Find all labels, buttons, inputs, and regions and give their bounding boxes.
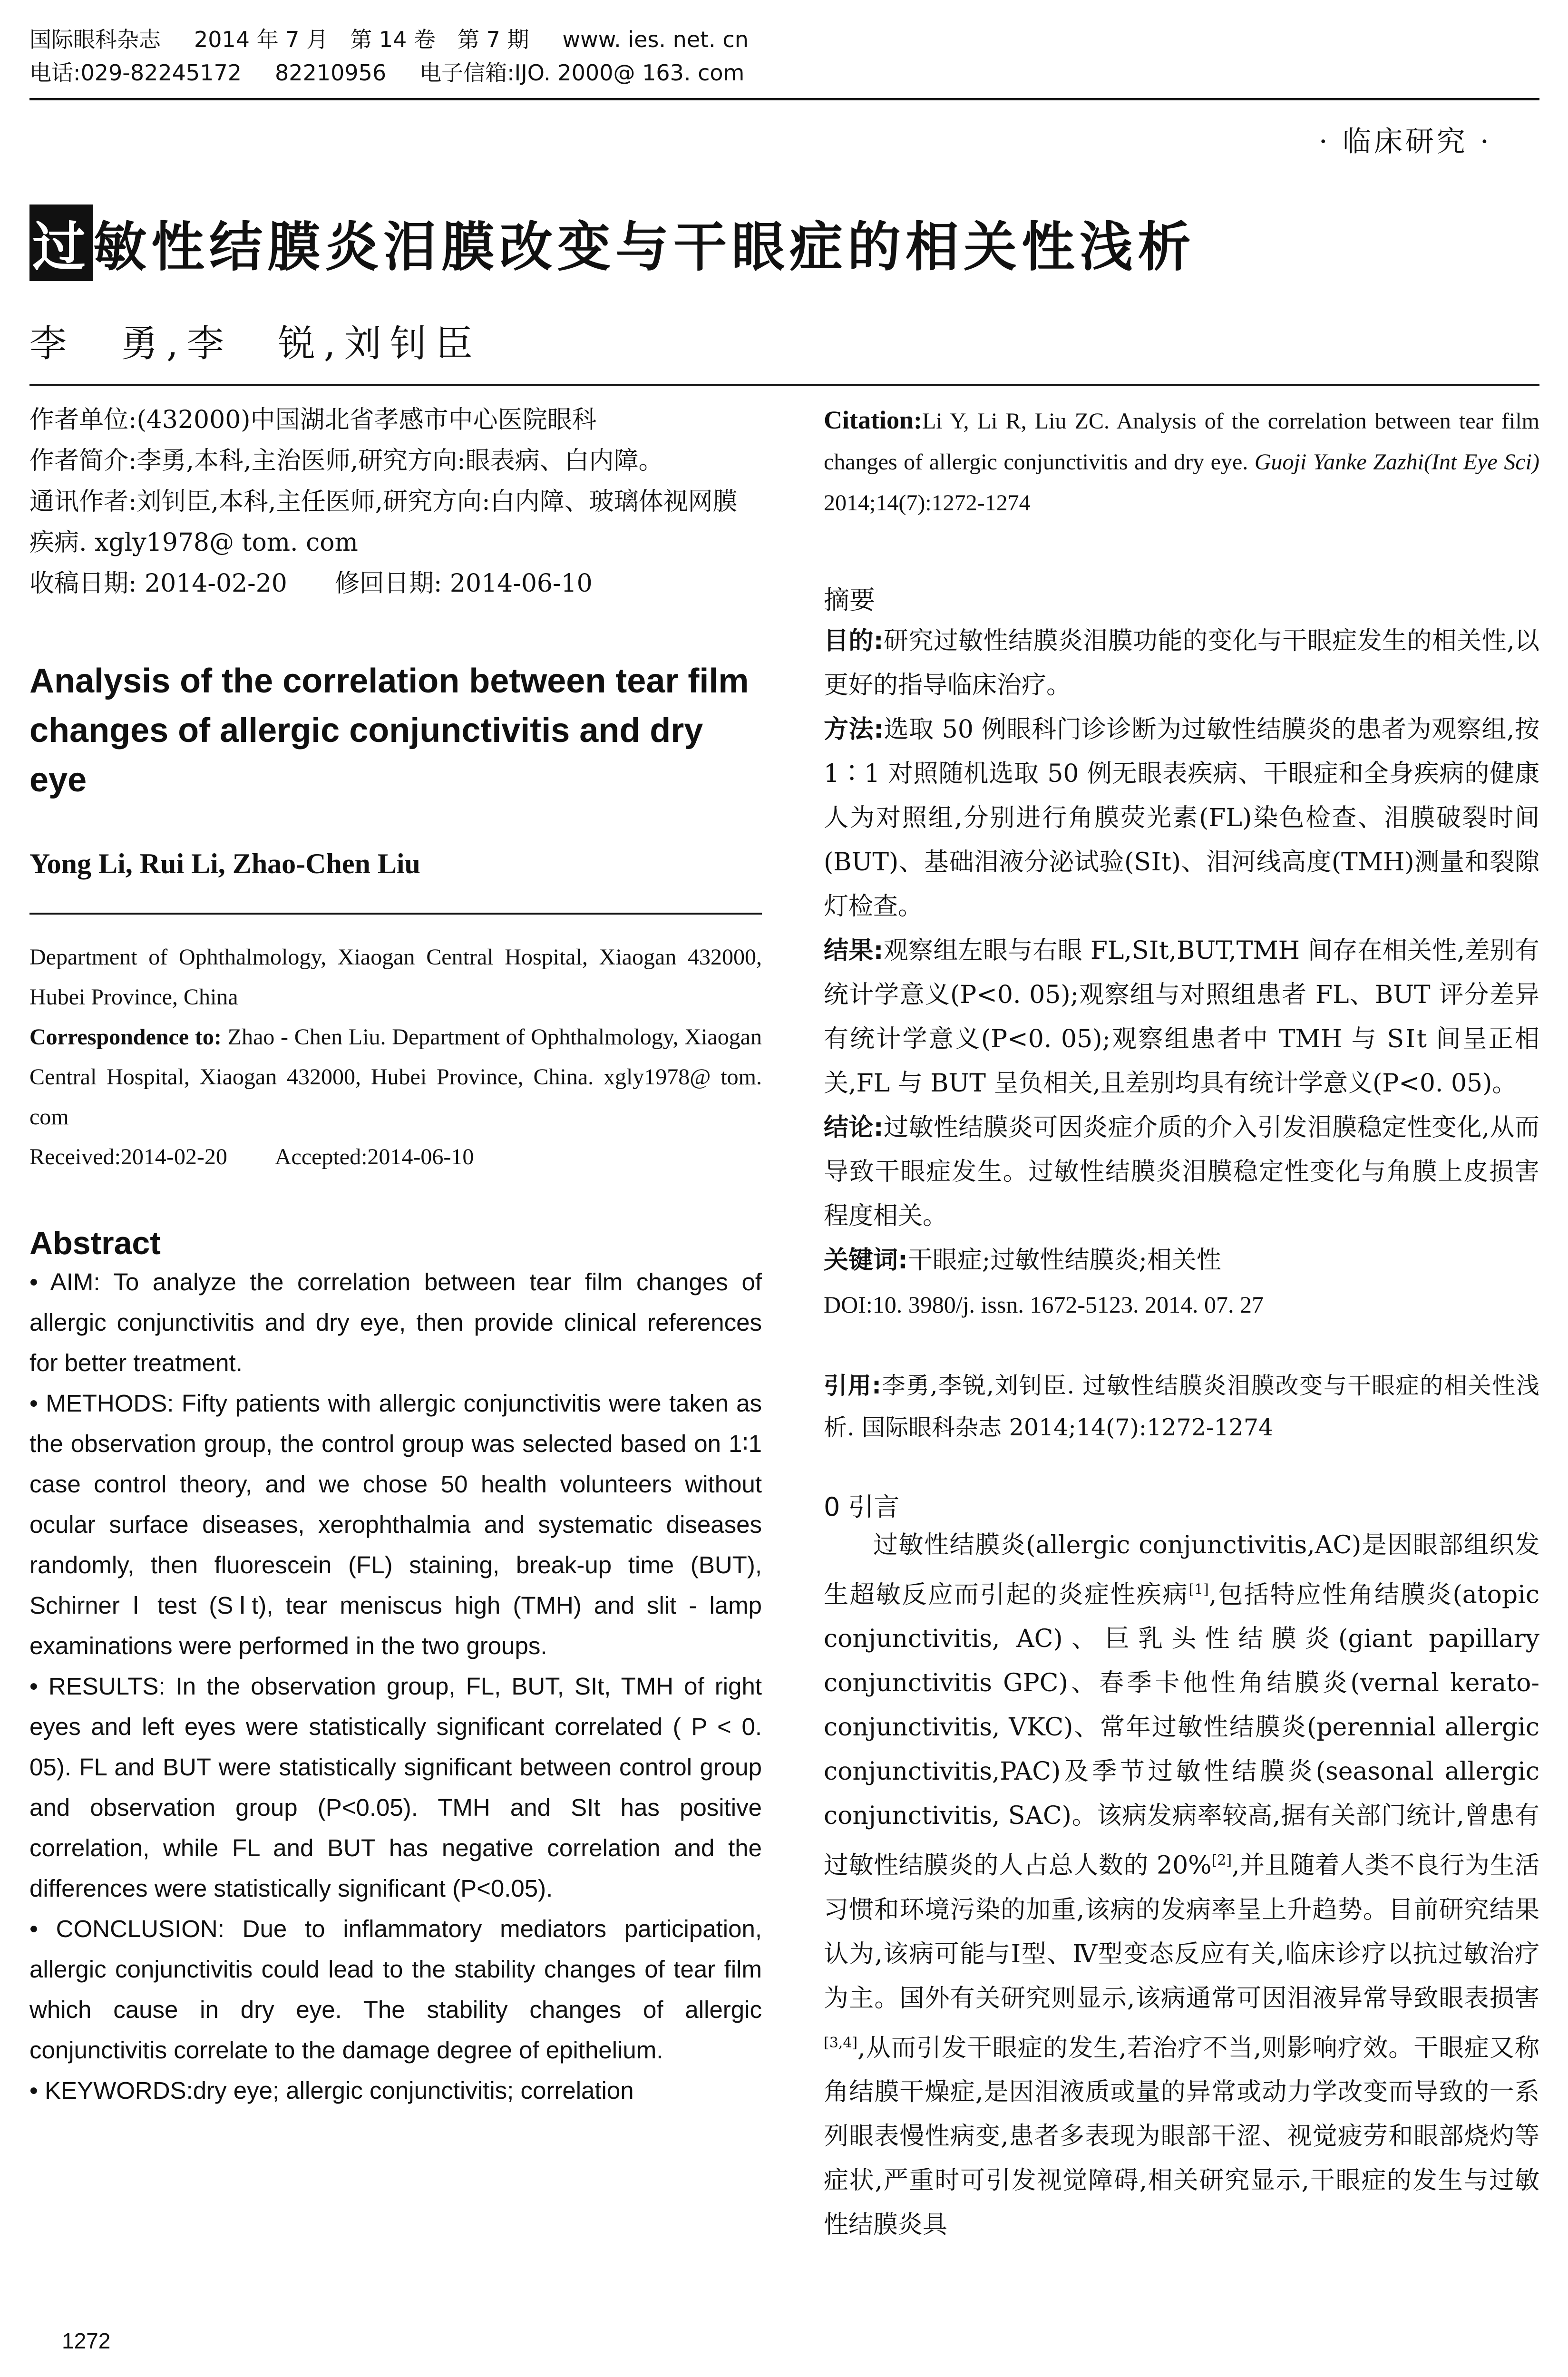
english-rule (29, 913, 762, 915)
affiliation-block (29, 399, 762, 604)
journal-phone-2: 82210956 (275, 60, 387, 86)
zh-abstract (824, 619, 1539, 1327)
journal-header (29, 23, 1539, 89)
journal-email: 电子信箱:IJO. 2000@ 163. com (419, 60, 745, 86)
english-affiliation (29, 937, 762, 1177)
zh-keywords (824, 1238, 1539, 1283)
title-first-char: 过 (29, 205, 93, 281)
abstract-aim: • AIM: To analyze the correlation between tear film changes of allergic conjunctivitis and dry eye, then provide clinical references for better treatment. (29, 1268, 762, 1376)
journal-name: 国际眼科杂志 (29, 27, 161, 52)
header-rule (29, 98, 1539, 100)
abstract-conclusion: • CONCLUSION: Due to inflammatory mediators participation, allergic conjunctivitis could lead to the stability changes of tear film which cause in dry eye. The stability changes of allergic conjunctivitis correlate to the damage degree of epithelium. (29, 1915, 762, 2064)
zh-conclusion-label: 结论: (824, 1113, 884, 1142)
authors-cn: 李 勇,李 锐,刘钊臣 (29, 322, 481, 365)
zh-conclusion (824, 1106, 1539, 1238)
correspondence (29, 1017, 762, 1137)
zh-methods-label: 方法: (824, 715, 884, 744)
zh-conclusion-text: 过敏性结膜炎可因炎症介质的介入引发泪膜稳定性变化,从而导致干眼症发生。过敏性结膜炎泪膜稳定性变化与角膜上皮损害程度相关。 (824, 1113, 1540, 1230)
doi: DOI:10. 3980/j. issn. 1672-5123. 2014. 07. 27 (824, 1291, 1264, 1318)
journal-website: www. ies. net. cn (562, 27, 749, 52)
intro-text-1: 过敏性结膜炎(allergic conjunctivitis,AC)是因眼部组织发生超敏反应而引起的炎症性疾病 (824, 1531, 1539, 1609)
department: Department of Ophthalmology, Xiaogan Central Hospital, Xiaogan 432000, Hubei Province, China (29, 945, 762, 1010)
english-authors: Yong Li, Rui Li, Zhao-Chen Liu (29, 848, 420, 879)
abstract-keywords: • KEYWORDS:dry eye; allergic conjunctivitis; correlation (29, 2077, 634, 2104)
correspondence-text: Zhao - Chen Liu. Department of Ophthalmology, Xiaogan Central Hospital, Xiaogan 432000, Hubei Province, China. xgly1978@ tom. com (29, 1024, 762, 1130)
section-tag: · 临床研究 · (1318, 125, 1492, 158)
zh-keywords-text: 干眼症;过敏性结膜炎;相关性 (907, 1246, 1221, 1275)
ref-1: [1] (1188, 1581, 1209, 1598)
title-rest: 敏性结膜炎泪膜改变与干眼症的相关性浅析 (93, 216, 1196, 278)
author-intro: 作者简介:李勇,本科,主治医师,研究方向:眼表病、白内障。 (29, 447, 663, 475)
zh-keywords-label: 关键词: (824, 1246, 908, 1275)
journal-phone: 电话:029-82245172 (29, 60, 242, 86)
abstract-methods: • METHODS: Fifty patients with allergic conjunctivitis were taken as the observation group, the control group was selected based on 1∶1 case control theory, and we chose 50 health volunteers without ocular surface diseases, xerophthalmia and systematic diseases randomly, then fluorescein (FL) staining, break-up time (BUT), Schirner Ⅰ test (SⅠt), tear meniscus high (TMH) and slit - lamp examinations were performed in the two groups. (29, 1390, 762, 1659)
cite-cn-label: 引用: (824, 1372, 881, 1399)
page-number: 1272 (62, 2328, 111, 2353)
accepted-date: Accepted:2014-06-10 (274, 1144, 474, 1169)
received-date: Received:2014-02-20 (29, 1144, 227, 1169)
cite-cn-text: 李勇,李锐,刘钊臣. 过敏性结膜炎泪膜改变与干眼症的相关性浅析. 国际眼科杂志 2014;14(7):1272-1274 (824, 1372, 1539, 1441)
zh-results (824, 929, 1539, 1106)
author-unit: 作者单位:(432000)中国湖北省孝感市中心医院眼科 (29, 406, 597, 434)
citation-label: Citation: (824, 406, 922, 434)
abstract-results: • RESULTS: In the observation group, FL, BUT, SIt, TMH of right eyes and left eyes were statistically significant correlated ( P < 0. 05). FL and BUT were statistically significant between control group and observation group (P<0.05). TMH and SIt has positive correlation, while FL and BUT has negative correlation and the differences were statistically significant (P<0.05). (29, 1673, 762, 1902)
ref-2: [2] (1211, 1852, 1232, 1869)
right-column (824, 399, 1539, 2247)
english-dates (29, 1137, 762, 1177)
zh-methods (824, 708, 1539, 929)
intro-text-3: ,并且随着人类不良行为生活习惯和环境污染的加重,该病的发病率呈上升趋势。目前研究结果认为,该病可能与Ⅰ型、Ⅳ型变态反应有关,临床诊疗以抗过敏治疗为主。国外有关研究则显示,该病通常可因泪液异常导致眼表损害 (824, 1851, 1540, 2013)
zh-aim-label: 目的: (824, 627, 884, 655)
citation-tail: 2014;14(7):1272-1274 (824, 490, 1031, 516)
cn-dates (29, 563, 762, 604)
zh-results-label: 结果: (824, 936, 884, 965)
intro-text-2: ,包括特应性角结膜炎(atopic conjunctivitis, AC)、巨乳头性结膜炎(giant papillary conjunctivitis GPC)、春季卡他性角结膜炎(vernal kerato-conjunctivitis, VKC)、常年过敏性结膜炎(perennial allergic conjunctivitis,PAC)及季节过敏性结膜炎(seasonal allergic conjunctivitis, SAC)。该病发病率较高,据有关部门统计,曾患有过敏性结膜炎的人占总人数的 20% (824, 1580, 1539, 1880)
ref-3-4: [3,4] (824, 2034, 858, 2051)
citation-block (824, 399, 1539, 524)
english-abstract (29, 1262, 762, 2111)
zh-aim (824, 619, 1539, 708)
english-title: Analysis of the correlation between tear film changes of allergic conjunctivitis and dry eye (29, 662, 749, 799)
intro-text-4: ,从而引发干眼症的发生,若治疗不当,则影响疗效。干眼症又称角结膜干燥症,是因泪液质或量的异常或动力学改变而导致的一系列眼表慢性病变,患者多表现为眼部干涩、视觉疲劳和眼部烧灼等症状,严重时可引发视觉障碍,相关研究显示,干眼症的发生与过敏性结膜炎具 (824, 2033, 1539, 2239)
title-rule (29, 384, 1539, 386)
abstract-heading: Abstract (29, 1225, 161, 1261)
correspondence-label: Correspondence to: (29, 1024, 222, 1050)
citation-text: Li Y, Li R, Liu ZC. Analysis of the correlation between tear film changes of allergic conjunctivitis and dry eye. (824, 409, 1539, 475)
citation-journal: Guoji Yanke Zazhi(Int Eye Sci) (1254, 449, 1539, 475)
revised-date-cn: 修回日期: 2014-06-10 (334, 569, 593, 598)
cite-cn (824, 1365, 1539, 1449)
issue-info: 2014 年 7 月 第 14 卷 第 7 期 (194, 27, 529, 52)
left-column (29, 399, 762, 2111)
intro-paragraph (824, 1523, 1539, 2247)
intro-heading: 0 引言 (824, 1492, 900, 1522)
article-title (29, 205, 1196, 281)
corresponding-author: 通讯作者:刘钊臣,本科,主任医师,研究方向:白内障、玻璃体视网膜疾病. xgly1978@ tom. com (29, 487, 738, 557)
received-date-cn: 收稿日期: 2014-02-20 (29, 569, 287, 598)
zh-aim-text: 研究过敏性结膜炎泪膜功能的变化与干眼症发生的相关性,以更好的指导临床治疗。 (824, 627, 1540, 700)
zh-results-text: 观察组左眼与右眼 FL,SⅠt,BUT,TMH 间存在相关性,差别有统计学意义(P<0. 05);观察组与对照组患者 FL、BUT 评分差异有统计学意义(P<0. 05);观察组患者中 TMH 与 SⅠt 间呈正相关,FL 与 BUT 呈负相关,且差别均具有统计学意义(P<0. 05)。 (824, 936, 1540, 1098)
zh-abstract-heading: 摘要 (824, 585, 875, 615)
zh-methods-text: 选取 50 例眼科门诊诊断为过敏性结膜炎的患者为观察组,按 1∶1 对照随机选取 50 例无眼表疾病、干眼症和全身疾病的健康人为对照组,分别进行角膜荧光素(FL)染色检查、泪膜破裂时间(BUT)、基础泪液分泌试验(SⅠt)、泪河线高度(TMH)测量和裂隙灯检查。 (824, 715, 1539, 921)
